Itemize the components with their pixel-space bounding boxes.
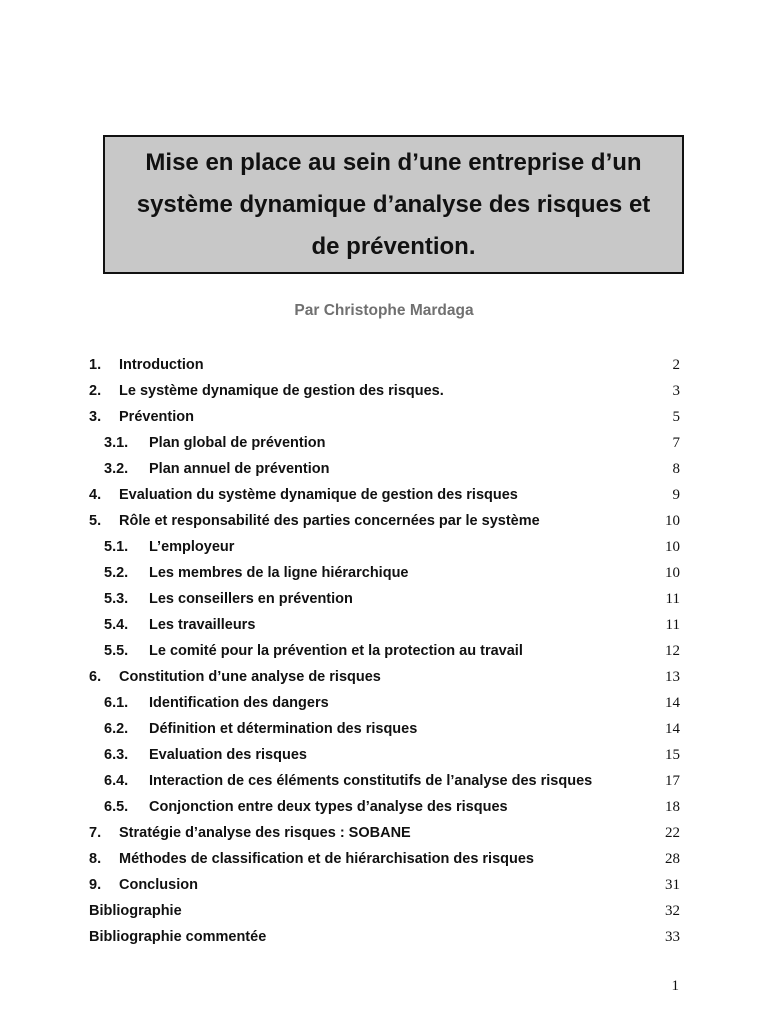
toc-entry-title: Plan annuel de prévention <box>149 461 330 477</box>
toc-entry-title: Rôle et responsabilité des parties concernées par le système <box>119 513 540 529</box>
toc-entry[interactable] <box>89 456 680 482</box>
title-box <box>103 135 684 274</box>
toc-entry-title: Définition et détermination des risques <box>149 721 418 737</box>
toc-entry-page: 14 <box>665 721 680 737</box>
toc-entry-title: Plan global de prévention <box>149 435 326 451</box>
title-line: de prévention. <box>311 232 476 260</box>
toc-entry-page: 33 <box>665 929 680 945</box>
toc-entry-page: 32 <box>665 903 680 919</box>
toc-entry-number: 5.5. <box>104 643 129 659</box>
toc-entry-number: 3.1. <box>104 435 129 451</box>
toc-entry-title: Evaluation du système dynamique de gestion des risques <box>119 487 518 503</box>
page-number: 1 <box>671 978 679 994</box>
toc-entry-title: Le système dynamique de gestion des risques. <box>119 383 444 399</box>
toc-entry[interactable] <box>89 872 680 898</box>
toc-entry-page: 14 <box>665 695 680 711</box>
toc-entry-page: 10 <box>665 513 680 529</box>
toc-entry[interactable] <box>89 794 680 820</box>
toc-entry-number: 5.2. <box>104 565 129 581</box>
toc-entry-title: Les conseillers en prévention <box>149 591 353 607</box>
toc-entry[interactable] <box>89 612 680 638</box>
toc-entry-number: 8. <box>89 851 102 867</box>
toc-entry[interactable] <box>89 352 680 378</box>
toc-entry-number: 5. <box>89 513 102 529</box>
toc-entry[interactable] <box>89 560 680 586</box>
toc-entry-number: 6.1. <box>104 695 129 711</box>
toc-entry-page: 15 <box>665 747 680 763</box>
toc-entry-title: Constitution d’une analyse de risques <box>119 669 381 685</box>
toc-entry[interactable] <box>89 898 680 924</box>
toc-entry-page: 17 <box>665 773 680 789</box>
toc-entry-title: Bibliographie commentée <box>89 929 267 945</box>
toc-entry[interactable] <box>89 508 680 534</box>
toc-entry-title: Conjonction entre deux types d’analyse des risques <box>149 799 508 815</box>
toc-entry-number: 5.4. <box>104 617 129 633</box>
toc-entry-number: 3. <box>89 409 102 425</box>
toc-entry-number: 9. <box>89 877 102 893</box>
toc-entry-page: 18 <box>665 799 680 815</box>
toc-entry[interactable] <box>89 534 680 560</box>
toc-entry-number: 6.5. <box>104 799 129 815</box>
toc-entry-number: 4. <box>89 487 102 503</box>
toc-entry-page: 8 <box>672 461 680 477</box>
toc-entry[interactable] <box>89 638 680 664</box>
toc-entry[interactable] <box>89 586 680 612</box>
toc-entry[interactable] <box>89 924 680 950</box>
toc-entry-title: Méthodes de classification et de hiérarchisation des risques <box>119 851 534 867</box>
toc-entry[interactable] <box>89 482 680 508</box>
toc-entry-title: Le comité pour la prévention et la protection au travail <box>149 643 523 659</box>
toc-entry-page: 3 <box>672 383 680 399</box>
toc-entry-title: L’employeur <box>149 539 235 555</box>
toc-entry-title: Bibliographie <box>89 903 182 919</box>
toc-entry-number: 7. <box>89 825 102 841</box>
toc-entry-title: Interaction de ces éléments constitutifs de l’analyse des risques <box>149 773 593 789</box>
title-line: système dynamique d’analyse des risques et <box>136 190 651 218</box>
toc-entry-page: 28 <box>665 851 680 867</box>
toc-entry[interactable] <box>89 664 680 690</box>
toc-entry-page: 22 <box>665 825 680 841</box>
toc-entry-page: 9 <box>672 487 680 503</box>
toc-entry[interactable] <box>89 378 680 404</box>
toc-entry-page: 7 <box>672 435 680 451</box>
toc-entry-title: Introduction <box>119 357 204 373</box>
toc-entry[interactable] <box>89 846 680 872</box>
toc-entry-page: 11 <box>665 591 680 607</box>
toc-entry-title: Les membres de la ligne hiérarchique <box>149 565 409 581</box>
toc-entry-number: 6.4. <box>104 773 129 789</box>
toc-entry-number: 6.2. <box>104 721 129 737</box>
toc-entry[interactable] <box>89 768 680 794</box>
toc-entry-page: 11 <box>665 617 680 633</box>
toc-entry[interactable] <box>89 430 680 456</box>
toc-entry-page: 10 <box>665 539 680 555</box>
toc-entry-page: 12 <box>665 643 680 659</box>
toc-entry-title: Evaluation des risques <box>149 747 307 763</box>
toc-entry-title: Stratégie d’analyse des risques : SOBANE <box>119 825 411 841</box>
toc-entry-title: Conclusion <box>119 877 198 893</box>
toc-entry-page: 2 <box>672 357 680 373</box>
toc-entry-number: 1. <box>89 357 102 373</box>
toc-entry-number: 6. <box>89 669 102 685</box>
toc-entry-number: 5.1. <box>104 539 129 555</box>
toc-entry-number: 2. <box>89 383 102 399</box>
toc-entry[interactable] <box>89 820 680 846</box>
toc-entry-page: 10 <box>665 565 680 581</box>
toc-entry-page: 31 <box>665 877 680 893</box>
toc-entry-number: 3.2. <box>104 461 129 477</box>
toc-entry-title: Prévention <box>119 409 194 425</box>
toc-entry[interactable] <box>89 742 680 768</box>
toc-entry-title: Les travailleurs <box>149 617 256 633</box>
table-of-contents <box>89 352 680 950</box>
author-line: Par Christophe Mardaga <box>294 302 474 319</box>
toc-entry-page: 5 <box>672 409 680 425</box>
toc-entry[interactable] <box>89 690 680 716</box>
title-line: Mise en place au sein d’une entreprise d’un <box>145 148 642 176</box>
toc-entry[interactable] <box>89 404 680 430</box>
toc-entry[interactable] <box>89 716 680 742</box>
toc-entry-number: 6.3. <box>104 747 129 763</box>
toc-entry-title: Identification des dangers <box>149 695 329 711</box>
toc-entry-page: 13 <box>665 669 680 685</box>
toc-entry-number: 5.3. <box>104 591 129 607</box>
